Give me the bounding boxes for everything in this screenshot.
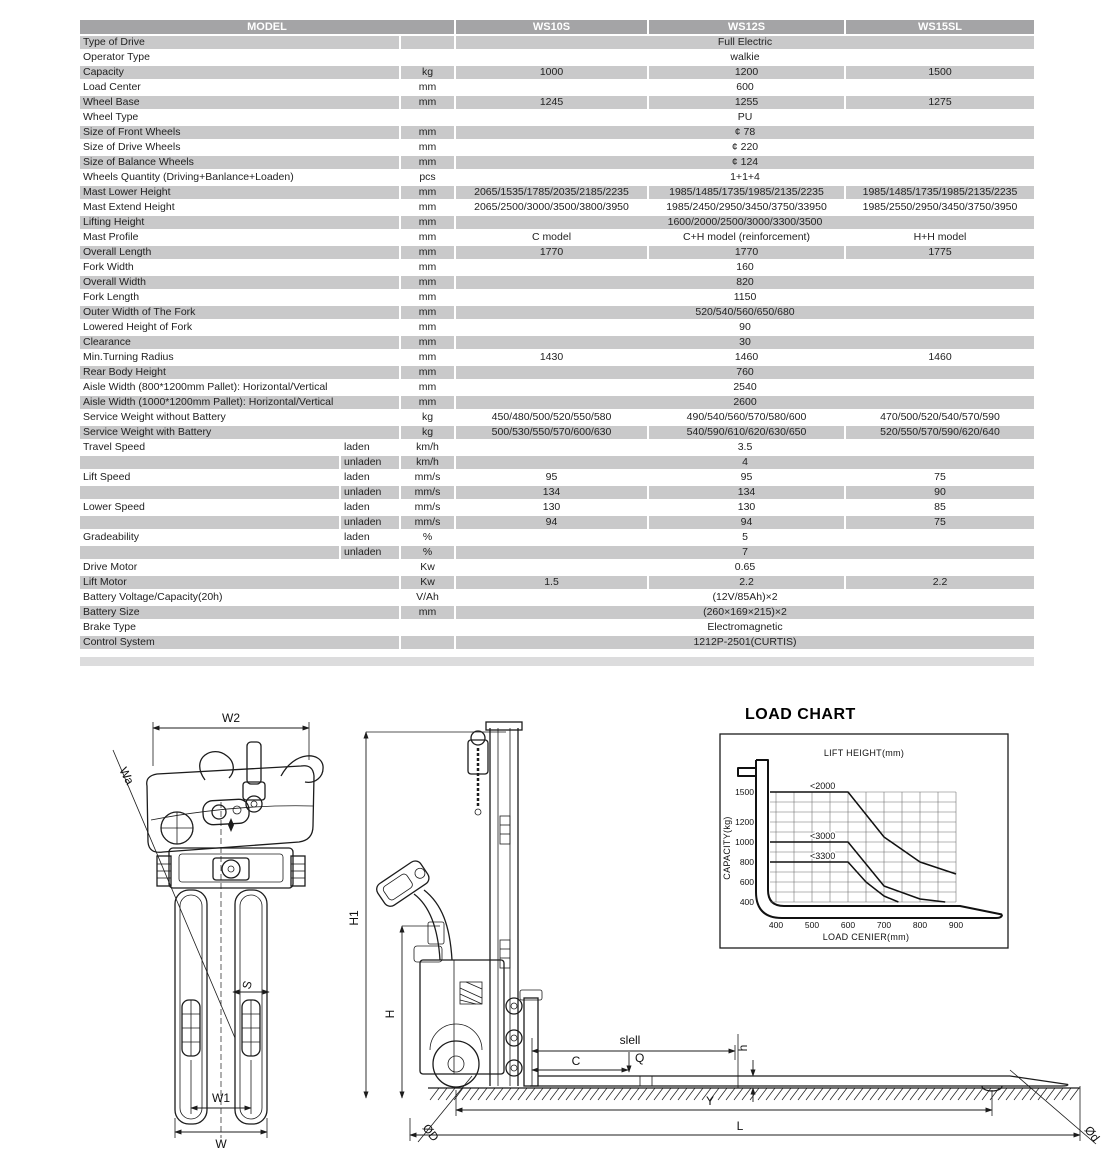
spec-cell: 1600/2000/2500/3000/3300/3500 <box>455 215 1034 230</box>
spec-cell: mm <box>400 320 455 335</box>
spec-cell: 90 <box>845 485 1034 500</box>
table-row <box>80 50 1034 65</box>
spec-cell: Clearance <box>80 335 400 350</box>
spec-cell: 1985/1485/1735/1985/2135/2235 <box>845 185 1034 200</box>
svg-text:700: 700 <box>876 920 892 930</box>
spec-cell: 2600 <box>455 395 1034 410</box>
spec-cell: mm <box>400 350 455 365</box>
table-row <box>80 125 1034 140</box>
spec-cell <box>400 50 455 65</box>
spec-cell: 760 <box>455 365 1034 380</box>
spec-cell: mm <box>400 380 455 395</box>
spec-cell: 130 <box>455 500 648 515</box>
table-row <box>80 350 1034 365</box>
spec-cell: ¢ 124 <box>455 155 1034 170</box>
spec-cell: unladen <box>340 485 400 500</box>
spec-cell: mm <box>400 335 455 350</box>
table-row <box>80 305 1034 320</box>
spec-cell: 1460 <box>845 350 1034 365</box>
spec-cell: Rear Body Height <box>80 365 400 380</box>
spec-cell: mm <box>400 155 455 170</box>
model-header: MODEL <box>80 20 455 35</box>
spec-cell: 1460 <box>648 350 845 365</box>
table-row <box>80 170 1034 185</box>
table-row <box>80 290 1034 305</box>
spec-cell: mm/s <box>400 515 455 530</box>
spec-cell: mm <box>400 290 455 305</box>
spec-cell: PU <box>455 110 1034 125</box>
table-row <box>80 470 1034 485</box>
table-row <box>80 155 1034 170</box>
tiller-horn-left <box>200 752 234 780</box>
table-row <box>80 245 1034 260</box>
center-marker <box>228 818 234 832</box>
spec-cell: 1985/1485/1735/1985/2135/2235 <box>648 185 845 200</box>
spec-cell: 1200 <box>648 65 845 80</box>
drive-wheel <box>433 1041 479 1087</box>
spec-cell: 160 <box>455 260 1034 275</box>
spec-cell: 520/550/570/590/620/640 <box>845 425 1034 440</box>
spec-cell: mm <box>400 605 455 620</box>
spec-cell: 3.5 <box>455 440 1034 455</box>
spec-cell: 134 <box>648 485 845 500</box>
spec-cell: Lifting Height <box>80 215 400 230</box>
spec-cell: Kw <box>400 575 455 590</box>
spec-cell: walkie <box>455 50 1034 65</box>
h-small-dim-label: h <box>736 1044 750 1052</box>
spec-cell: unladen <box>340 455 400 470</box>
h1-dim-label: H1 <box>347 910 361 926</box>
column-header-ws15sl: WS15SL <box>845 20 1034 35</box>
c-dim-label: C <box>571 1054 581 1068</box>
spec-cell: 1985/2550/2950/3450/3750/3950 <box>845 200 1034 215</box>
spec-cell: 2065/2500/3000/3500/3800/3950 <box>455 200 648 215</box>
y-dim-label: Y <box>705 1094 715 1108</box>
spec-cell: ¢ 220 <box>455 140 1034 155</box>
spec-cell: mm <box>400 200 455 215</box>
spec-cell: 2065/1535/1785/2035/2185/2235 <box>455 185 648 200</box>
table-row <box>80 80 1034 95</box>
fork-side <box>520 990 1068 1091</box>
spec-cell: 1.5 <box>455 575 648 590</box>
spec-cell: Wheel Type <box>80 110 400 125</box>
svg-text:800: 800 <box>739 857 754 867</box>
table-row <box>80 410 1034 425</box>
spec-cell: Capacity <box>80 65 400 80</box>
spec-cell: laden <box>340 470 400 485</box>
spec-cell <box>80 545 340 560</box>
spec-cell <box>400 620 455 635</box>
spec-cell: Electromagnetic <box>455 620 1034 635</box>
l-dim-label: L <box>736 1119 744 1133</box>
spec-cell: Mast Extend Height <box>80 200 400 215</box>
spec-cell <box>400 635 455 650</box>
spec-cell: 94 <box>648 515 845 530</box>
spec-cell: 1430 <box>455 350 648 365</box>
spec-cell: 95 <box>648 470 845 485</box>
chart-plot <box>735 781 963 930</box>
table-row <box>80 560 1034 575</box>
spec-cell: Type of Drive <box>80 35 400 50</box>
spec-cell: 2.2 <box>845 575 1034 590</box>
spec-cell: Battery Voltage/Capacity(20h) <box>80 590 400 605</box>
spec-cell: 2.2 <box>648 575 845 590</box>
spec-cell: mm <box>400 305 455 320</box>
spec-cell: unladen <box>340 545 400 560</box>
od-small-label: Ød <box>1081 1123 1103 1145</box>
tiller-shaft <box>247 742 261 784</box>
spec-cell: 1275 <box>845 95 1034 110</box>
spec-cell: Full Electric <box>455 35 1034 50</box>
spec-cell: mm <box>400 260 455 275</box>
spec-cell: 450/480/500/520/550/580 <box>455 410 648 425</box>
spec-cell: 90 <box>455 320 1034 335</box>
table-end-strip <box>80 657 1034 666</box>
column-header-ws10s: WS10S <box>455 20 648 35</box>
spec-cell: 1500 <box>845 65 1034 80</box>
spec-cell: Mast Lower Height <box>80 185 400 200</box>
spec-cell: Gradeability <box>80 530 340 545</box>
spec-cell: 85 <box>845 500 1034 515</box>
w1-dim-label: W1 <box>212 1091 230 1105</box>
spec-cell: Aisle Width (1000*1200mm Pallet): Horizontal/Vertical <box>80 395 400 410</box>
load-chart-title: LOAD CHART <box>745 706 856 723</box>
table-row <box>80 635 1034 650</box>
spec-cell: Lift Speed <box>80 470 340 485</box>
spec-cell: Wheels Quantity (Driving+Banlance+Loaden) <box>80 170 400 185</box>
tiller-handle <box>374 858 432 909</box>
table-row <box>80 425 1034 440</box>
spec-cell: Wheel Base <box>80 95 400 110</box>
ground-hatch <box>430 1088 1079 1100</box>
spec-cell <box>80 485 340 500</box>
spec-cell: 75 <box>845 470 1034 485</box>
spec-cell: C model <box>455 230 648 245</box>
spec-cell: kg <box>400 65 455 80</box>
spec-cell: mm/s <box>400 485 455 500</box>
spec-cell: 1212P-2501(CURTIS) <box>455 635 1034 650</box>
capacity-axis-label: CAPACITY(kg) <box>722 816 732 880</box>
table-row <box>80 275 1034 290</box>
spec-cell: 500/530/550/570/600/630 <box>455 425 648 440</box>
w-dim-label: W <box>215 1137 227 1151</box>
spec-cell: Outer Width of The Fork <box>80 305 400 320</box>
table-row <box>80 110 1034 125</box>
spec-cell: Aisle Width (800*1200mm Pallet): Horizontal/Vertical <box>80 380 400 395</box>
table-row <box>80 320 1034 335</box>
svg-text:<3000: <3000 <box>810 831 836 841</box>
spec-cell: (12V/85Ah)×2 <box>455 590 1034 605</box>
q-dim-label: Q <box>635 1051 645 1065</box>
svg-text:1500: 1500 <box>735 787 754 797</box>
spec-cell: 1775 <box>845 245 1034 260</box>
spec-cell: Travel Speed <box>80 440 340 455</box>
table-row <box>80 335 1034 350</box>
table-row <box>80 65 1034 80</box>
spec-cell: Battery Size <box>80 605 400 620</box>
tiller <box>374 858 452 960</box>
spec-cell: 1150 <box>455 290 1034 305</box>
spec-cell: H+H model <box>845 230 1034 245</box>
spec-cell: (260×169×215)×2 <box>455 605 1034 620</box>
s-dim-label: S <box>239 979 255 991</box>
table-row <box>80 515 1034 530</box>
spec-cell: laden <box>340 500 400 515</box>
svg-text:<3300: <3300 <box>810 851 836 861</box>
spec-cell: kg <box>400 410 455 425</box>
od-big-label: ØD <box>419 1121 442 1145</box>
spec-cell: laden <box>340 440 400 455</box>
wa-dim-line <box>113 750 235 1038</box>
spec-cell: 600 <box>455 80 1034 95</box>
spec-cell: Fork Width <box>80 260 400 275</box>
table-row <box>80 575 1034 590</box>
spec-cell: mm/s <box>400 500 455 515</box>
spec-cell: km/h <box>400 440 455 455</box>
table-row <box>80 365 1034 380</box>
spec-cell: Fork Length <box>80 290 400 305</box>
wa-dim-label: Wa <box>116 764 137 787</box>
spec-cell: mm <box>400 185 455 200</box>
spec-cell: 520/540/560/650/680 <box>455 305 1034 320</box>
h-dim-label: H <box>383 1009 397 1019</box>
spec-cell: Overall Width <box>80 275 400 290</box>
table-row <box>80 185 1034 200</box>
table-row <box>80 230 1034 245</box>
spec-cell <box>80 455 340 470</box>
svg-text:1200: 1200 <box>735 817 754 827</box>
table-row <box>80 545 1034 560</box>
table-row <box>80 440 1034 455</box>
spec-cell: 75 <box>845 515 1034 530</box>
load-chart-svg <box>714 730 1014 952</box>
lift-height-axis-label: LIFT HEIGHT(mm) <box>823 748 905 758</box>
spec-cell: 134 <box>455 485 648 500</box>
svg-text:900: 900 <box>948 920 964 930</box>
table-row <box>80 395 1034 410</box>
spec-cell: Service Weight with Battery <box>80 425 400 440</box>
spec-cell <box>400 110 455 125</box>
spec-cell: Load Center <box>80 80 400 95</box>
spec-cell <box>400 35 455 50</box>
spec-cell: C+H model (reinforcement) <box>648 230 845 245</box>
table-row <box>80 620 1034 635</box>
spec-cell: 470/500/520/540/570/590 <box>845 410 1034 425</box>
spec-cell: % <box>400 545 455 560</box>
spec-cell: 2540 <box>455 380 1034 395</box>
spec-cell <box>80 515 340 530</box>
spec-cell: 1245 <box>455 95 648 110</box>
table-row <box>80 260 1034 275</box>
table-row <box>80 530 1034 545</box>
table-row <box>80 485 1034 500</box>
svg-text:600: 600 <box>739 877 754 887</box>
table-row <box>80 200 1034 215</box>
svg-text:1000: 1000 <box>735 837 754 847</box>
spec-cell: 1255 <box>648 95 845 110</box>
spec-cell: Control System <box>80 635 400 650</box>
spec-cell: Lower Speed <box>80 500 340 515</box>
load-chart <box>714 730 1014 952</box>
spec-cell: 5 <box>455 530 1034 545</box>
table-row <box>80 35 1034 50</box>
spec-cell: mm <box>400 230 455 245</box>
table-row <box>80 590 1034 605</box>
table-row <box>80 500 1034 515</box>
spec-cell: kg <box>400 425 455 440</box>
svg-text:600: 600 <box>840 920 856 930</box>
spec-cell: Size of Front Wheels <box>80 125 400 140</box>
svg-text:500: 500 <box>804 920 820 930</box>
svg-text:400: 400 <box>768 920 784 930</box>
spec-cell: Size of Drive Wheels <box>80 140 400 155</box>
spec-cell: mm <box>400 365 455 380</box>
spec-cell: km/h <box>400 455 455 470</box>
spec-cell: 4 <box>455 455 1034 470</box>
table-row <box>80 140 1034 155</box>
spec-cell: 130 <box>648 500 845 515</box>
spec-cell: 540/590/610/620/630/650 <box>648 425 845 440</box>
spec-cell: Kw <box>400 560 455 575</box>
spec-cell: Lift Motor <box>80 575 400 590</box>
spec-cell: mm <box>400 95 455 110</box>
svg-text:400: 400 <box>739 897 754 907</box>
spec-cell: Operator Type <box>80 50 400 65</box>
spec-cell: Service Weight without Battery <box>80 410 400 425</box>
spec-cell: pcs <box>400 170 455 185</box>
spec-cell: Drive Motor <box>80 560 400 575</box>
spec-cell: 30 <box>455 335 1034 350</box>
spec-table-header-row <box>80 20 1034 35</box>
table-row <box>80 380 1034 395</box>
table-row <box>80 95 1034 110</box>
chart-border <box>720 734 1008 948</box>
spec-cell: 7 <box>455 545 1034 560</box>
spec-cell: unladen <box>340 515 400 530</box>
spec-cell: Overall Length <box>80 245 400 260</box>
spec-cell: Lowered Height of Fork <box>80 320 400 335</box>
svg-text:800: 800 <box>912 920 928 930</box>
spec-cell: Brake Type <box>80 620 400 635</box>
spec-cell: V/Ah <box>400 590 455 605</box>
load-center-axis-label: LOAD CENIER(mm) <box>822 932 910 942</box>
spec-cell: Mast Profile <box>80 230 400 245</box>
spec-cell: mm <box>400 395 455 410</box>
spec-cell: mm <box>400 215 455 230</box>
spec-cell: 1770 <box>648 245 845 260</box>
spec-cell: 1+1+4 <box>455 170 1034 185</box>
spec-cell: laden <box>340 530 400 545</box>
column-header-ws12s: WS12S <box>648 20 845 35</box>
svg-text:<2000: <2000 <box>810 781 836 791</box>
fork-profile <box>738 760 1002 918</box>
spec-cell: mm <box>400 140 455 155</box>
spec-cell: mm <box>400 245 455 260</box>
spec-cell: Min.Turning Radius <box>80 350 400 365</box>
spec-cell: 1985/2450/2950/3450/3750/33950 <box>648 200 845 215</box>
table-row <box>80 455 1034 470</box>
spec-cell: 1770 <box>455 245 648 260</box>
spec-cell: ¢ 78 <box>455 125 1034 140</box>
spec-cell: 490/540/560/570/580/600 <box>648 410 845 425</box>
spec-cell: mm <box>400 125 455 140</box>
spec-cell: 95 <box>455 470 648 485</box>
spec-cell: mm <box>400 275 455 290</box>
spec-cell: 94 <box>455 515 648 530</box>
spec-cell: Size of Balance Wheels <box>80 155 400 170</box>
mast <box>468 722 522 1086</box>
spec-table <box>80 20 1034 651</box>
spec-cell: mm <box>400 80 455 95</box>
spec-cell: % <box>400 530 455 545</box>
w2-dim-label: W2 <box>222 711 240 725</box>
spec-table-body <box>80 35 1034 650</box>
slell-dim-label: slell <box>619 1033 641 1047</box>
table-row <box>80 605 1034 620</box>
spec-cell: 820 <box>455 275 1034 290</box>
spec-cell: 0.65 <box>455 560 1034 575</box>
table-row <box>80 215 1034 230</box>
spec-cell: mm/s <box>400 470 455 485</box>
spec-cell: 1000 <box>455 65 648 80</box>
